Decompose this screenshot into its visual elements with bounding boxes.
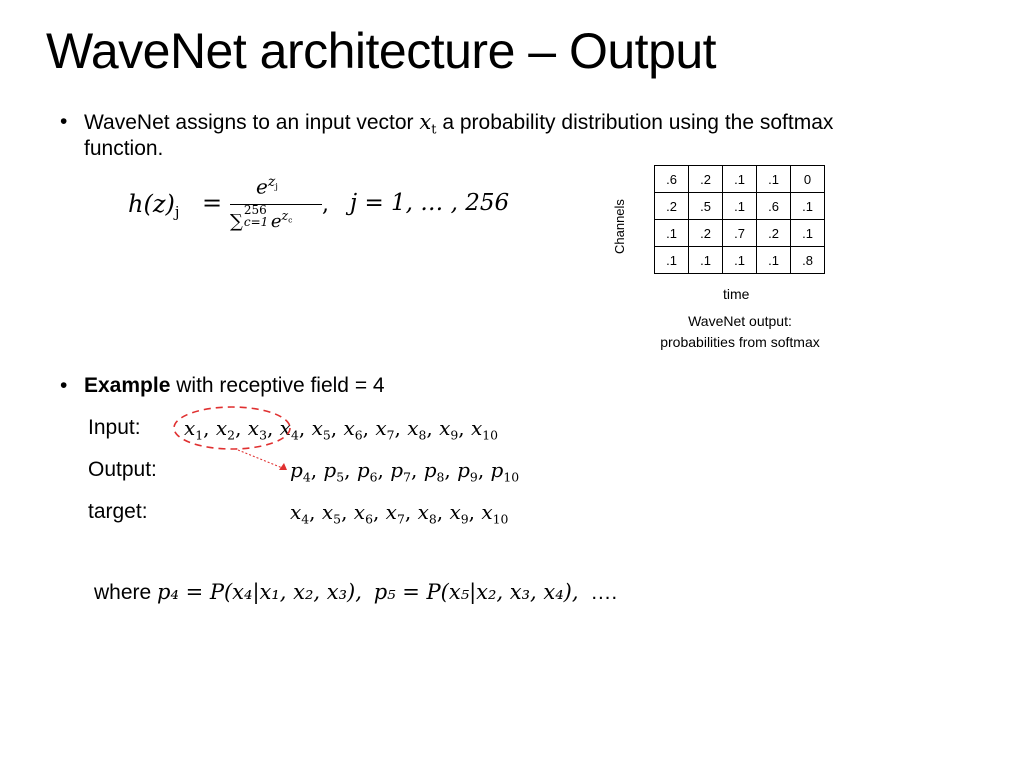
arrow-head-icon bbox=[279, 463, 287, 470]
sequence-term: $x_6$ bbox=[353, 500, 373, 527]
formula-denominator: ∑ 256 c=1 $e^{z_c}$ bbox=[230, 203, 293, 232]
grid-cell: .1 bbox=[723, 247, 757, 274]
sequence-term: $p_{10}$ bbox=[490, 458, 520, 485]
grid-cell: 0 bbox=[791, 166, 825, 193]
sequence-term: $x_7$ bbox=[385, 500, 405, 527]
sequence-term: $p_7$ bbox=[390, 458, 411, 485]
where-expr1: p₄ = P(x₄|x₁, x₂, x₃), bbox=[157, 580, 362, 604]
sequence-term: $p_8$ bbox=[423, 458, 445, 485]
target-sequence: $x_4$, $x_5$, $x_6$, $x_7$, $x_8$, $x_9$, $x_{10}$ bbox=[290, 500, 509, 527]
target-label: target: bbox=[88, 500, 148, 523]
grid-x-label: time bbox=[723, 286, 750, 302]
formula-range: j = 1, … , 256 bbox=[350, 190, 510, 216]
grid-cell: .1 bbox=[655, 220, 689, 247]
grid-cell: .2 bbox=[689, 166, 723, 193]
sequence-term: $x_4$ bbox=[290, 500, 310, 527]
bullet1-text-after: a probability distribution using the softmax bbox=[442, 111, 834, 134]
sequence-term: $x_8$ bbox=[417, 500, 437, 527]
grid-cell: .8 bbox=[791, 247, 825, 274]
grid-cell: .1 bbox=[655, 247, 689, 274]
sequence-term: $x_1$ bbox=[184, 416, 204, 443]
bullet-dot: • bbox=[60, 374, 68, 397]
sequence-term: $p_6$ bbox=[356, 458, 378, 485]
formula-comma: , bbox=[322, 192, 329, 217]
grid-cell: .7 bbox=[723, 220, 757, 247]
grid-cell: .6 bbox=[655, 166, 689, 193]
grid-cell: .2 bbox=[655, 193, 689, 220]
where-line bbox=[94, 580, 617, 605]
sequence-term: $p_9$ bbox=[457, 458, 478, 485]
output-sequence: $p_4$, $p_5$, $p_6$, $p_7$, $p_8$, $p_9$, $p_{10}$ bbox=[290, 458, 520, 485]
output-label: Output: bbox=[88, 458, 157, 481]
bullet1-text-before: WaveNet assigns to an input vector bbox=[84, 111, 414, 134]
grid-cell: .1 bbox=[757, 247, 791, 274]
grid-cell: .1 bbox=[723, 166, 757, 193]
sequence-term: $x_{10}$ bbox=[471, 416, 499, 443]
sequence-term: $x_5$ bbox=[321, 500, 342, 527]
where-expr2: p₅ = P(x₅|x₂, x₃, x₄), bbox=[373, 580, 579, 604]
sequence-term: $x_9$ bbox=[439, 416, 459, 443]
sequence-term: $x_{10}$ bbox=[481, 500, 509, 527]
grid-caption-line2: probabilities from softmax bbox=[660, 334, 820, 350]
input-sequence: $x_1$, $x_2$, $x_3$, $x_4$, $x_5$, $x_6$, $x_7$, $x_8$, $x_9$, $x_{10}$ bbox=[184, 416, 499, 443]
slide-title: WaveNet architecture – Output bbox=[46, 23, 717, 79]
grid-cell: .2 bbox=[689, 220, 723, 247]
sequence-term: $x_2$ bbox=[215, 416, 236, 443]
sequence-term: $x_7$ bbox=[375, 416, 395, 443]
grid-cell: .1 bbox=[791, 193, 825, 220]
sequence-term: $x_6$ bbox=[343, 416, 363, 443]
grid-cell: .5 bbox=[689, 193, 723, 220]
sequence-term: $p_5$ bbox=[323, 458, 345, 485]
grid-cell: .6 bbox=[757, 193, 791, 220]
sequence-term: $p_4$ bbox=[290, 458, 311, 485]
receptive-field-arrow bbox=[238, 450, 285, 469]
formula-lhs: $h(z)_j$ bbox=[128, 190, 180, 222]
sequence-term: $x_9$ bbox=[449, 500, 469, 527]
grid-caption-line1: WaveNet output: bbox=[688, 313, 792, 329]
formula-numerator: $e^{z_j}$ bbox=[256, 174, 278, 199]
example-bold: Example bbox=[84, 374, 171, 397]
formula-equals: = bbox=[202, 189, 223, 217]
sequence-term: $x_4$ bbox=[279, 416, 299, 443]
grid-cell: .1 bbox=[723, 193, 757, 220]
bullet1-line2: function. bbox=[84, 137, 164, 160]
receptive-field-ellipse bbox=[174, 407, 290, 449]
grid-cell: .1 bbox=[791, 220, 825, 247]
where-ellipsis: …. bbox=[590, 581, 618, 604]
sequence-term: $x_3$ bbox=[247, 416, 267, 443]
grid-cell: .1 bbox=[689, 247, 723, 274]
sequence-term: $x_5$ bbox=[311, 416, 331, 443]
grid-cell: .2 bbox=[757, 220, 791, 247]
bullet1-var: $x_t$ bbox=[419, 110, 437, 138]
example-rest: with receptive field = 4 bbox=[176, 374, 385, 397]
sequence-term: $x_8$ bbox=[407, 416, 427, 443]
grid-y-label: Channels bbox=[612, 199, 627, 254]
grid-cell: .1 bbox=[757, 166, 791, 193]
bullet-dot: • bbox=[60, 110, 68, 133]
input-label: Input: bbox=[88, 416, 141, 439]
where-word: where bbox=[94, 581, 152, 604]
